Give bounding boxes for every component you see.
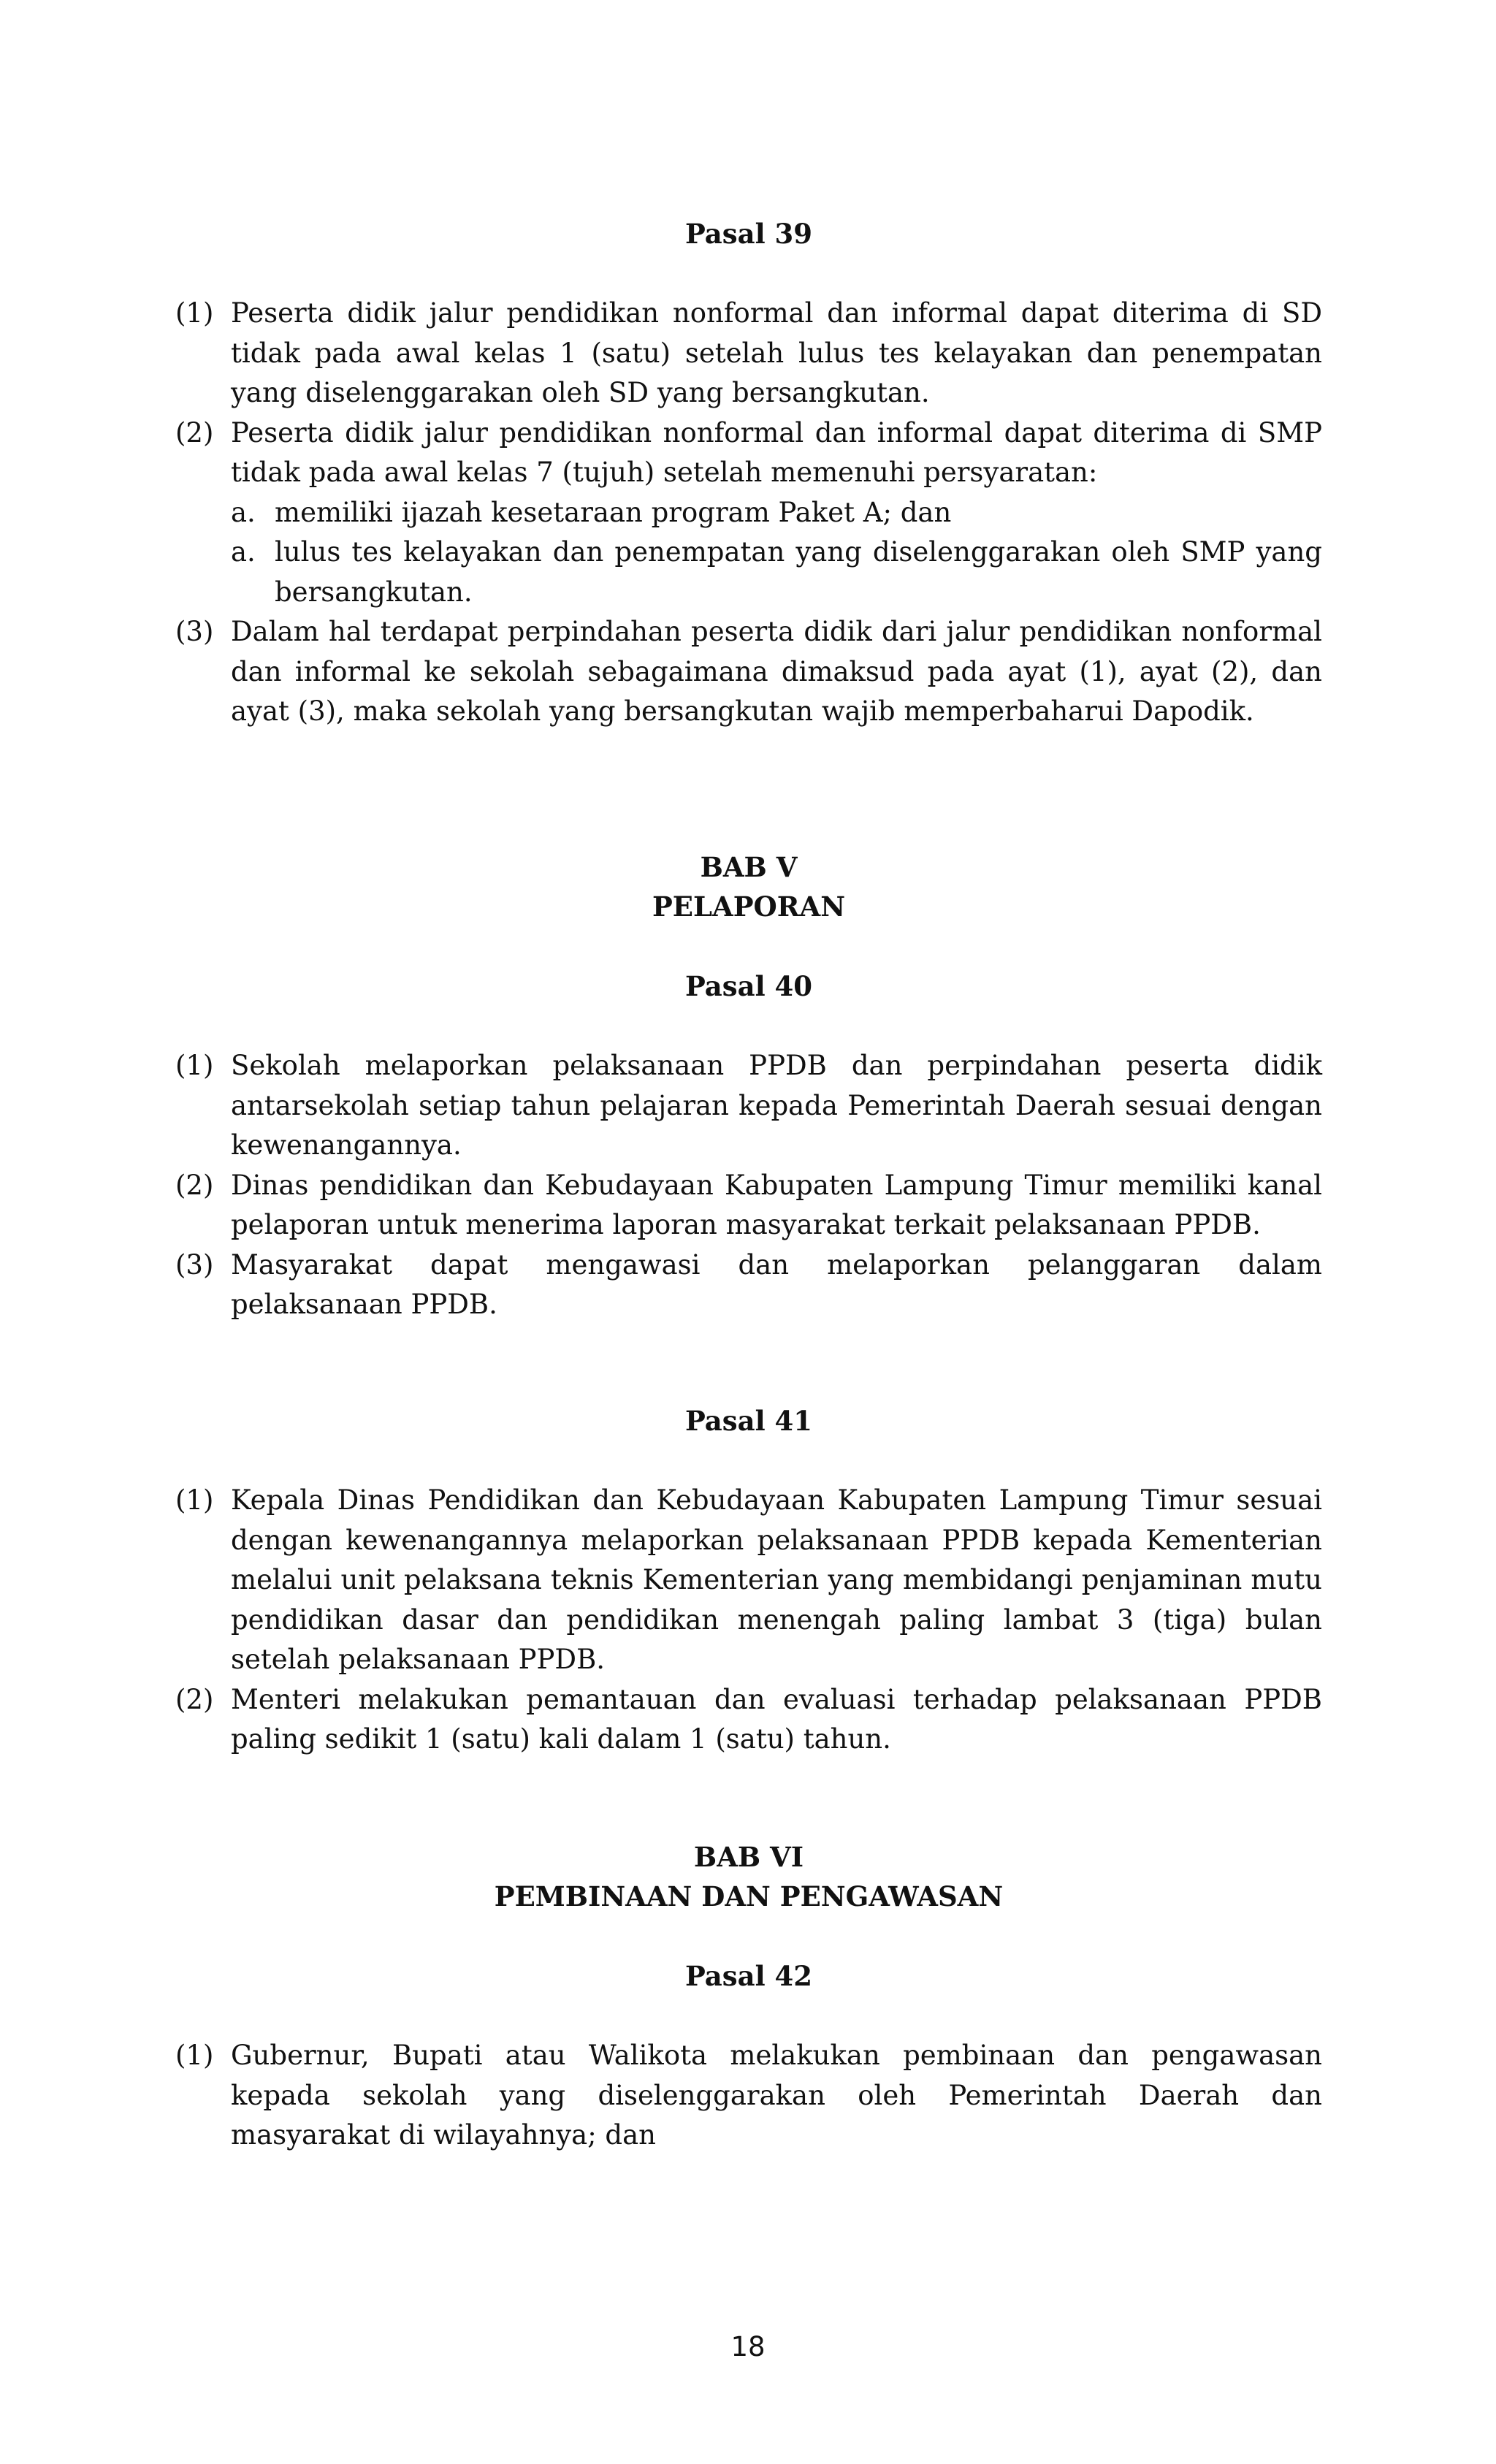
pasal-41-ayat-1 — [175, 1481, 1322, 1680]
pasal-42-title: Pasal 42 — [684, 1960, 813, 1992]
ayat-number: (2) — [175, 1169, 214, 1201]
pasal-41-list — [175, 1481, 1322, 1760]
pasal-41-ayat-2 — [175, 1680, 1322, 1760]
pasal-41-title: Pasal 41 — [684, 1405, 813, 1437]
bab-5-subtitle: PELAPORAN — [652, 890, 846, 923]
ayat-number: (1) — [175, 2040, 214, 2071]
persyaratan-text: memiliki ijazah kesetaraan program Paket A; dan — [275, 496, 952, 528]
ayat-text: Kepala Dinas Pendidikan dan Kebudayaan Kabupaten Lampung Timur sesuai dengan kewenangannya melaporkan pelaksanaan PPDB kepada Kementerian melalui unit pelaksana teknis Kementerian yang membidangi penjaminan mutu pendidikan dasar dan pendidikan menengah paling lambat 3 (tiga) bulan setelah pelaksanaan PPDB. — [231, 1484, 1322, 1675]
pasal-40-list — [175, 1046, 1322, 1325]
ayat-number: (3) — [175, 616, 214, 647]
persyaratan-marker: a. — [231, 496, 256, 528]
persyaratan-text: lulus tes kelayakan dan penempatan yang diselenggarakan oleh SMP yang bersangkutan. — [275, 536, 1322, 608]
page-number: 18 — [730, 2331, 766, 2362]
ayat-number: (3) — [175, 1248, 214, 1281]
bab-6-subtitle: PEMBINAAN DAN PENGAWASAN — [494, 1880, 1004, 1912]
pasal-40-ayat-1 — [175, 1046, 1322, 1166]
ayat-number: (1) — [175, 1484, 214, 1516]
bab-5-title: BAB V — [700, 851, 798, 883]
ayat-text: Sekolah melaporkan pelaksanaan PPDB dan perpindahan peserta didik antarsekolah setiap tahun pelajaran kepada Pemerintah Daerah sesuai dengan kewenangannya. — [231, 1050, 1322, 1161]
pasal-39-ayat-1 — [175, 294, 1322, 413]
ayat-number: (1) — [175, 297, 214, 329]
pasal-40-title: Pasal 40 — [684, 970, 813, 1002]
ayat-text: Dinas pendidikan dan Kebudayaan Kabupaten Lampung Timur memiliki kanal pelaporan untuk menerima laporan masyarakat terkait pelaksanaan PPDB. — [231, 1169, 1322, 1240]
ayat-text: Menteri melakukan pemantauan dan evaluasi terhadap pelaksanaan PPDB paling sedikit 1 (satu) kali dalam 1 (satu) tahun. — [231, 1683, 1322, 1755]
ayat-number: (1) — [175, 1050, 214, 1081]
pasal-39-list — [175, 294, 1322, 732]
ayat-text: Masyarakat dapat mengawasi dan melaporkan pelanggaran dalam pelaksanaan PPDB. — [231, 1248, 1322, 1320]
pasal-39-ayat-3 — [175, 612, 1322, 732]
bab-6-title: BAB VI — [693, 1841, 804, 1873]
pasal-42-ayat-1 — [175, 2036, 1322, 2156]
ayat-text: Peserta didik jalur pendidikan nonformal dan informal dapat diterima di SD tidak pada awal kelas 1 (satu) setelah lulus tes kelayakan dan penempatan yang diselenggarakan oleh SD yang bersangkutan. — [231, 297, 1322, 408]
pasal-40-ayat-3 — [175, 1246, 1322, 1325]
pasal-40-ayat-2 — [175, 1166, 1322, 1246]
pasal-39-ayat-2 — [175, 413, 1322, 613]
ayat-text: Dalam hal terdapat perpindahan peserta didik dari jalur pendidikan nonformal dan informal ke sekolah sebagaimana dimaksud pada ayat (1), ayat (2), dan ayat (3), maka sekolah yang bersangkutan wajib memperbaharui Dapodik. — [231, 616, 1322, 727]
ayat-text: Gubernur, Bupati atau Walikota melakukan pembinaan dan pengawasan kepada sekolah yang diselenggarakan oleh Pemerintah Daerah dan masyarakat di wilayahnya; dan — [231, 2040, 1322, 2151]
persyaratan-item — [231, 493, 1322, 533]
persyaratan-item — [231, 533, 1322, 612]
ayat-number: (2) — [175, 1683, 214, 1715]
persyaratan-list — [231, 493, 1322, 613]
pasal-39-title: Pasal 39 — [684, 218, 813, 250]
ayat-number: (2) — [175, 416, 214, 449]
persyaratan-marker: a. — [231, 536, 256, 568]
pasal-42-list — [175, 2036, 1322, 2156]
ayat-text: Peserta didik jalur pendidikan nonformal dan informal dapat diterima di SMP tidak pada awal kelas 7 (tujuh) setelah memenuhi persyaratan: — [231, 416, 1322, 488]
